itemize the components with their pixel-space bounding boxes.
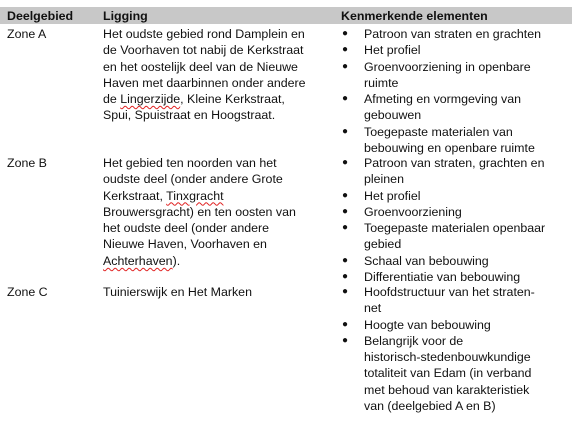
header-kenmerkende-elementen: Kenmerkende elementen (341, 9, 488, 23)
ligging-line: Tuinierswijk en Het Marken (103, 285, 252, 299)
bullet-icon: ● (341, 334, 349, 346)
ligging-line: het oudste deel (onder andere (103, 221, 270, 236)
bullet-icon: ● (341, 222, 349, 234)
list-item: ● Het profiel (341, 188, 421, 203)
ligging-line: Brouwersgracht) en ten oosten van (103, 204, 296, 219)
ligging-line: Het gebied ten noorden van het (103, 156, 277, 170)
bullet-icon: ● (341, 125, 349, 137)
ligging-line: en het oostelijk deel van de Nieuwe (103, 59, 298, 74)
header-ligging: Ligging (103, 9, 148, 23)
list-item: ● Belangrijk voor de historisch-stedenbouwkundige totaliteit van Edam (in verband met behoud van karakteristiek van (deelgebied A en B) (341, 333, 532, 414)
zone-c-label: Zone C (7, 285, 48, 299)
list-item: ● Patroon van straten, grachten en pleinen (341, 156, 545, 187)
ligging-line: de Lingerzijde, Kleine Kerkstraat, (103, 92, 285, 107)
list-item: ● Groenvoorziening in openbare ruimte (341, 59, 531, 90)
zone-c-kenmerken-list (340, 284, 572, 414)
list-item: ● Toegepaste materialen openbaar gebied (341, 221, 546, 252)
bullet-icon: ● (341, 93, 349, 105)
zone-b-label: Zone B (7, 156, 47, 170)
ligging-line: Het oudste gebied rond Damplein en (103, 27, 305, 41)
list-item: ● Patroon van straten en grachten (341, 27, 542, 41)
list-item: ● Hoofdstructuur van het straten- net (341, 285, 535, 316)
bullet-icon: ● (341, 157, 349, 168)
list-item: ● Schaal van bebouwing (341, 253, 489, 268)
ligging-line: Kerkstraat, Tinxgracht (103, 188, 224, 203)
zone-a-label: Zone A (7, 27, 47, 41)
zone-a-kenmerken-list (340, 26, 572, 156)
zone-c-ligging (103, 284, 331, 300)
ligging-line: Nieuwe Haven, Voorhaven en (103, 237, 267, 252)
list-item: ● Afmeting en vormgeving van gebouwen (341, 92, 522, 123)
bullet-icon: ● (341, 286, 349, 297)
ligging-line: Spui, Spuistraat en Hoogstraat. (103, 108, 276, 123)
bullet-icon: ● (341, 28, 349, 39)
list-item: ● Hoogte van bebouwing (341, 317, 491, 332)
ligging-line: oudste deel (onder andere Grote (103, 172, 283, 187)
spellcheck-word: Achterhaven (103, 253, 173, 268)
bullet-icon: ● (341, 318, 349, 330)
table-header-row (0, 7, 572, 24)
list-item: ● Het profiel (341, 43, 421, 58)
ligging-line: de Voorhaven tot nabij de Kerkstraat (103, 43, 304, 58)
list-item: ● Toegepaste materialen van bebouwing en openbare ruimte (341, 124, 535, 156)
ligging-line: Achterhaven). (103, 253, 181, 268)
bullet-icon: ● (341, 205, 349, 217)
spellcheck-word: Tinxgracht (166, 188, 224, 203)
bullet-icon: ● (341, 271, 349, 283)
list-item: ● Differentiatie van bebouwing (341, 270, 521, 285)
bullet-icon: ● (341, 254, 349, 266)
spellcheck-word: Lingerzijde (120, 92, 181, 107)
ligging-line: Haven met daarbinnen onder andere (103, 75, 306, 90)
zone-b-kenmerken-list (340, 155, 572, 285)
bullet-icon: ● (341, 60, 349, 72)
bullet-icon: ● (341, 44, 349, 56)
list-item: ● Groenvoorziening (341, 204, 462, 219)
header-deelgebied: Deelgebied (7, 9, 74, 23)
zone-b-ligging (103, 155, 331, 269)
zone-a-ligging (103, 26, 331, 124)
bullet-icon: ● (341, 189, 349, 201)
